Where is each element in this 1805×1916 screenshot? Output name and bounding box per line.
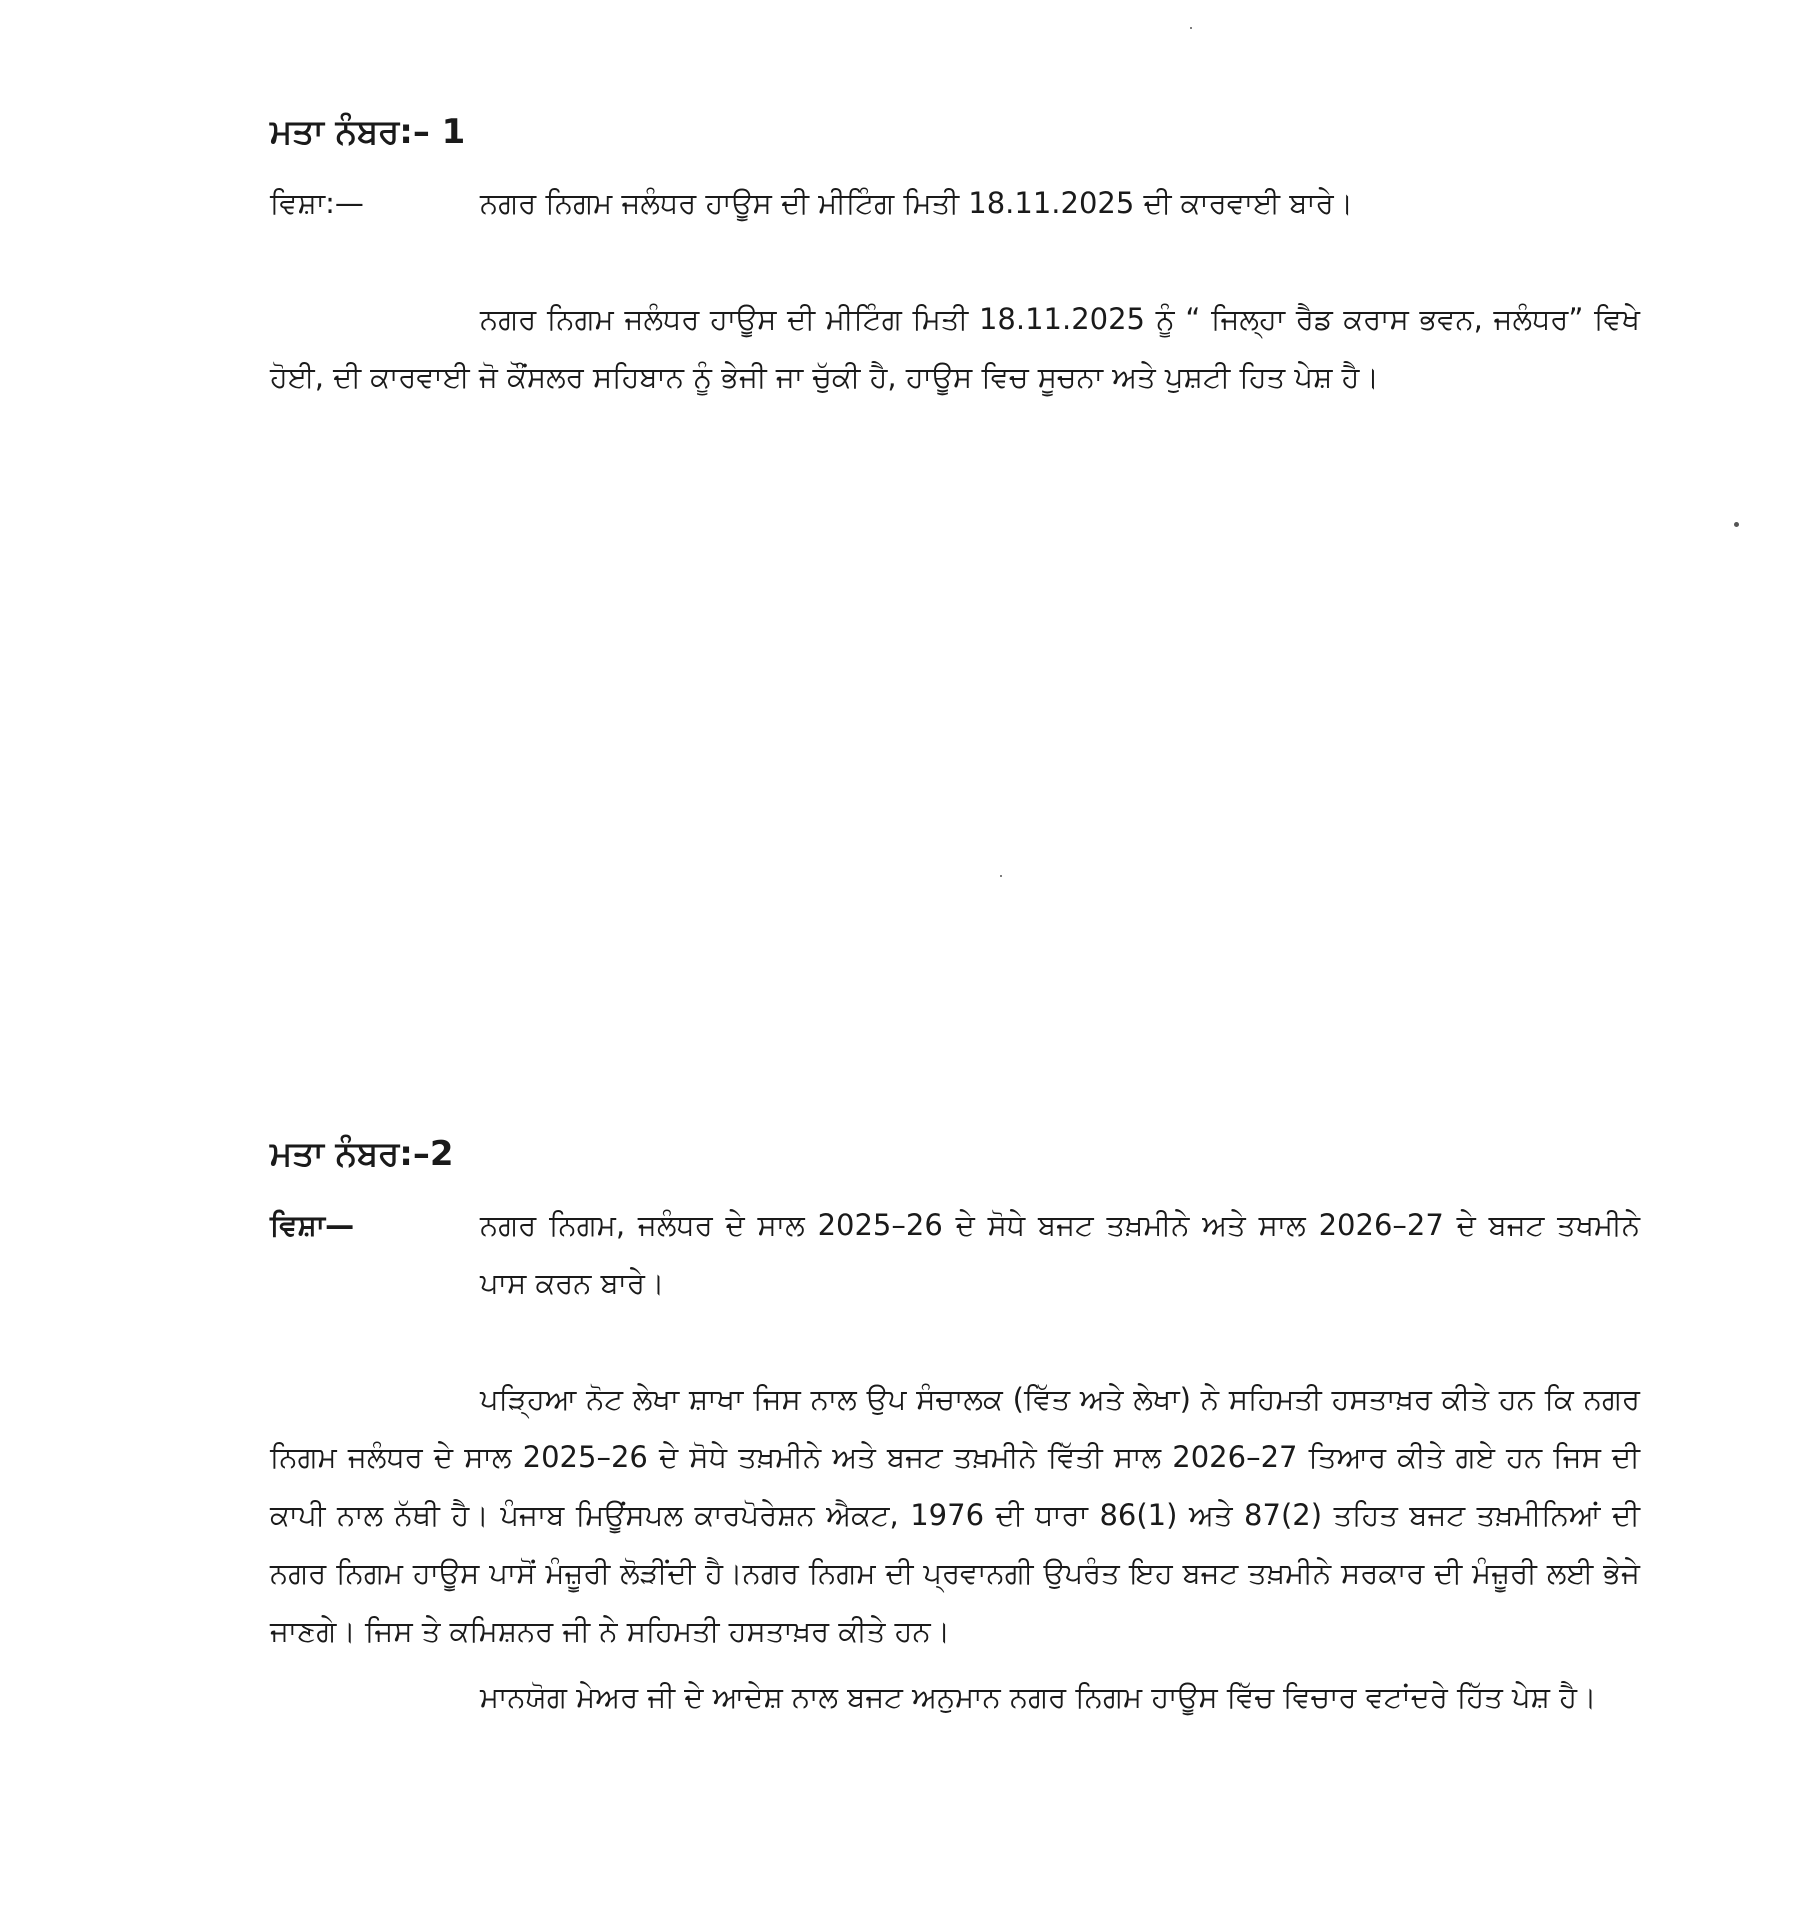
resolution-1 bbox=[270, 108, 1640, 406]
resolution-2-body-paragraph-2: ਮਾਨਯੋਗ ਮੇਅਰ ਜੀ ਦੇ ਆਦੇਸ਼ ਨਾਲ ਬਜਟ ਅਨੁਮਾਨ ਨਗਰ ਨਿਗਮ ਹਾਊਸ ਵਿੱਚ ਵਿਚਾਰ ਵਟਾਂਦਰੇ ਹਿੱਤ ਪੇਸ਼ ਹੈ। bbox=[480, 1680, 1597, 1714]
resolution-2 bbox=[270, 1130, 1640, 1726]
resolution-2-subject-text: ਨਗਰ ਨਿਗਮ, ਜਲੰਧਰ ਦੇ ਸਾਲ 2025–26 ਦੇ ਸੋਧੇ ਬਜਟ ਤਖ਼ਮੀਨੇ ਅਤੇ ਸਾਲ 2026–27 ਦੇ ਬਜਟ ਤਖਮੀਨੇ ਪਾਸ ਕਰਨ ਬਾਰੇ। bbox=[480, 1208, 1640, 1300]
resolution-2-subject bbox=[270, 1196, 1640, 1312]
resolution-2-subject-label: ਵਿਸ਼ਾ— bbox=[270, 1208, 355, 1242]
resolution-1-body: ਨਗਰ ਨਿਗਮ ਜਲੰਧਰ ਹਾਊਸ ਦੀ ਮੀਟਿੰਗ ਮਿਤੀ 18.11.2025 ਨੂੰ “ ਜਿਲ੍ਹਾ ਰੈਡ ਕਰਾਸ ਭਵਨ, ਜਲੰਧਰ” ਵਿਖੇ ਹੋਈ, ਦੀ ਕਾਰਵਾਈ ਜੋ ਕੌਂਸਲਰ ਸਹਿਬਾਨ ਨੂੰ ਭੇਜੀ ਜਾ ਚੁੱਕੀ ਹੈ, ਹਾਊਸ ਵਿਚ ਸੂਚਨਾ ਅਤੇ ਪੁਸ਼ਟੀ ਹਿਤ ਪੇਸ਼ ਹੈ। bbox=[270, 302, 1640, 394]
scan-speck bbox=[1190, 27, 1192, 29]
resolution-1-subject-text: ਨਗਰ ਨਿਗਮ ਜਲੰਧਰ ਹਾਊਸ ਦੀ ਮੀਟਿੰਗ ਮਿਤੀ 18.11.2025 ਦੀ ਕਾਰਵਾਈ ਬਾਰੇ। bbox=[480, 186, 1354, 220]
scan-speck bbox=[1000, 875, 1002, 877]
resolution-2-body-paragraph-1: ਪੜ੍ਹਿਆ ਨੋਟ ਲੇਖਾ ਸ਼ਾਖਾ ਜਿਸ ਨਾਲ ਉਪ ਸੰਚਾਲਕ (ਵਿੱਤ ਅਤੇ ਲੇਖਾ) ਨੇ ਸਹਿਮਤੀ ਹਸਤਾਖ਼ਰ ਕੀਤੇ ਹਨ ਕਿ ਨਗਰ ਨਿਗਮ ਜਲੰਧਰ ਦੇ ਸਾਲ 2025–26 ਦੇ ਸੋਧੇ ਤਖ਼ਮੀਨੇ ਅਤੇ ਬਜਟ ਤਖ਼ਮੀਨੇ ਵਿੱਤੀ ਸਾਲ 2026–27 ਤਿਆਰ ਕੀਤੇ ਗਏ ਹਨ ਜਿਸ ਦੀ ਕਾਪੀ ਨਾਲ ਨੱਥੀ ਹੈ। ਪੰਜਾਬ ਮਿਊਂਸਪਲ ਕਾਰਪੋਰੇਸ਼ਨ ਐਕਟ, 1976 ਦੀ ਧਾਰਾ 86(1) ਅਤੇ 87(2) ਤਹਿਤ ਬਜਟ ਤਖ਼ਮੀਨਿਆਂ ਦੀ ਨਗਰ ਨਿਗਮ ਹਾਊਸ ਪਾਸੋਂ ਮੰਜ਼ੂਰੀ ਲੋੜੀਂਦੀ ਹੈ।ਨਗਰ ਨਿਗਮ ਦੀ ਪ੍ਰਵਾਨਗੀ ਉਪਰੰਤ ਇਹ ਬਜਟ ਤਖ਼ਮੀਨੇ ਸਰਕਾਰ ਦੀ ਮੰਜ਼ੂਰੀ ਲਈ ਭੇਜੇ ਜਾਣਗੇ। ਜਿਸ ਤੇ ਕਮਿਸ਼ਨਰ ਜੀ ਨੇ ਸਹਿਮਤੀ ਹਸਤਾਖ਼ਰ ਕੀਤੇ ਹਨ। bbox=[270, 1382, 1641, 1648]
resolution-1-heading: ਮਤਾ ਨੰਬਰ:– 1 bbox=[270, 112, 466, 152]
resolution-2-heading: ਮਤਾ ਨੰਬਰ:–2 bbox=[270, 1134, 454, 1174]
resolution-1-subject-label: ਵਿਸ਼ਾ:— bbox=[270, 186, 364, 220]
scan-speck bbox=[1734, 522, 1739, 527]
resolution-1-subject bbox=[270, 174, 1640, 232]
